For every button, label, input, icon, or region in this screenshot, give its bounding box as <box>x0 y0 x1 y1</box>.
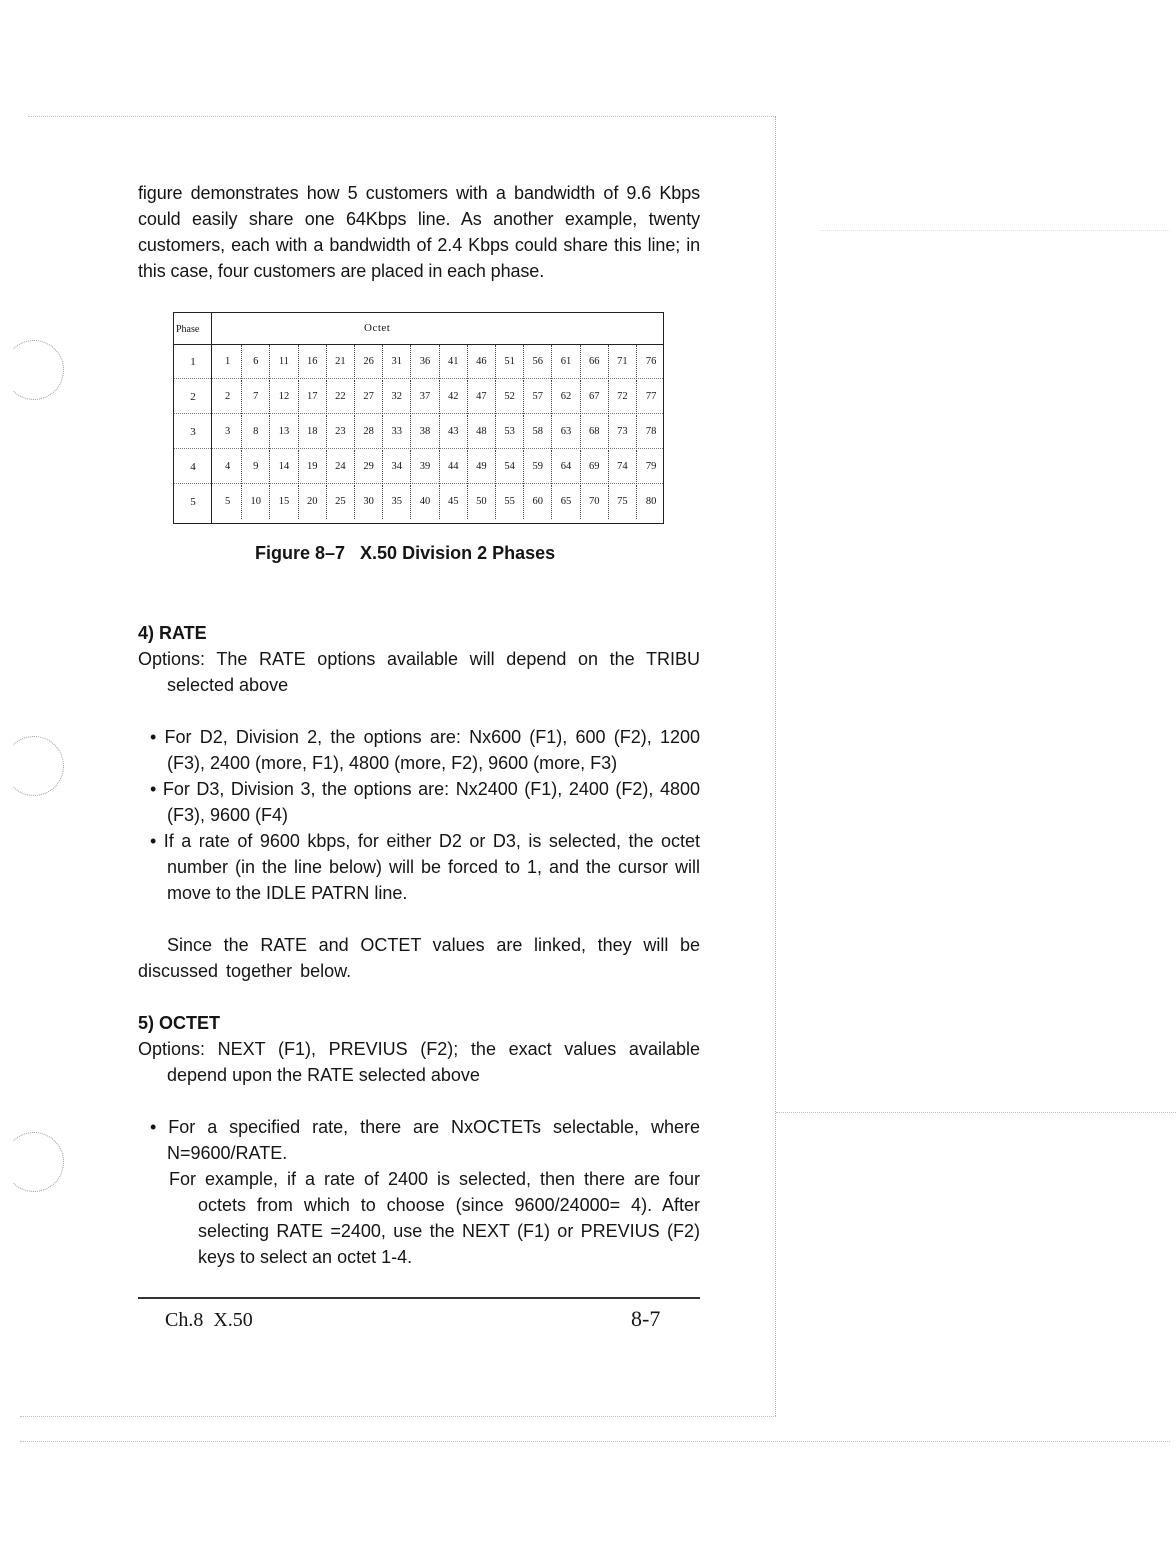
punch-hole-middle <box>4 736 64 796</box>
octet-cell: 1 <box>214 345 242 379</box>
table-header-row <box>174 313 663 345</box>
phase-cell: 4 <box>190 461 196 473</box>
octet-cell: 21 <box>327 345 355 379</box>
octet-cell: 30 <box>355 485 383 519</box>
octet-cell: 24 <box>327 450 355 484</box>
octet-cell: 15 <box>270 485 298 519</box>
scan-border-mid-right <box>776 1112 1176 1113</box>
rate-bullet-d2: • For D2, Division 2, the options are: Nx600 (F1), 600 (F2), 1200 (F3), 2400 (more, F1), 4800 (more, F2), 9600 (more, F3) <box>150 727 700 773</box>
octet-cell: 75 <box>609 485 637 519</box>
octet-cell: 49 <box>468 450 496 484</box>
phase-header: Phase <box>176 324 200 335</box>
octet-example: For example, if a rate of 2400 is selected, then there are four octets from which to choose (since 9600/24000= 4). After selecting RATE =2400, use the NEXT (F1) or PREVIUS (F2) keys to select an octet 1-4. <box>169 1169 700 1267</box>
table-row <box>174 345 663 379</box>
octet-section <box>138 1010 700 1270</box>
octet-cell: 36 <box>411 345 439 379</box>
octet-cell: 28 <box>355 415 383 449</box>
octet-cell: 39 <box>411 450 439 484</box>
octet-cell: 73 <box>609 415 637 449</box>
scan-border-right <box>775 116 776 1416</box>
octet-cell: 61 <box>552 345 580 379</box>
table-row <box>174 415 663 449</box>
footer-rule <box>138 1297 700 1299</box>
octet-cell: 72 <box>609 380 637 414</box>
octet-cell: 12 <box>270 380 298 414</box>
octet-cell: 43 <box>440 415 468 449</box>
phase-header-cell <box>174 313 212 344</box>
octet-cell: 47 <box>468 380 496 414</box>
octet-cell: 27 <box>355 380 383 414</box>
octet-cell: 69 <box>581 450 609 484</box>
octet-cell: 46 <box>468 345 496 379</box>
table-row <box>174 380 663 414</box>
octet-cell: 10 <box>242 485 270 519</box>
octet-cell: 29 <box>355 450 383 484</box>
octet-header: Octet <box>364 322 391 334</box>
rate-bullet-9600: • If a rate of 9600 kbps, for either D2 or D3, is selected, the octet number (in the line below) will be forced to 1, and the cursor will move to the IDLE PATRN line. <box>150 831 700 903</box>
footer-chapter: Ch.8 X.50 <box>165 1309 253 1331</box>
octet-cell: 51 <box>496 345 524 379</box>
octet-cell: 16 <box>299 345 327 379</box>
octet-cell: 18 <box>299 415 327 449</box>
scan-border-top <box>28 116 776 117</box>
figure-caption: Figure 8–7 X.50 Division 2 Phases <box>255 543 556 563</box>
octet-cell: 34 <box>383 450 411 484</box>
octet-cell: 37 <box>411 380 439 414</box>
octet-cell: 79 <box>645 461 657 472</box>
phase-cell: 3 <box>190 426 196 438</box>
phase-octet-table <box>173 312 664 524</box>
punch-hole-bottom <box>4 1132 64 1192</box>
octet-cell: 58 <box>524 415 552 449</box>
octet-cell: 9 <box>242 450 270 484</box>
octet-cell: 54 <box>496 450 524 484</box>
octet-cell: 68 <box>581 415 609 449</box>
octet-cell: 3 <box>214 415 242 449</box>
octet-bullet: • For a specified rate, there are NxOCTETs selectable, where N=9600/RATE. <box>150 1117 700 1163</box>
octet-cell: 80 <box>645 496 657 507</box>
scan-border-lower <box>20 1441 1170 1442</box>
octet-cell: 76 <box>645 356 657 367</box>
octet-cell: 57 <box>524 380 552 414</box>
rate-title: 4) RATE <box>138 623 207 643</box>
octet-cell: 35 <box>383 485 411 519</box>
octet-cell: 59 <box>524 450 552 484</box>
octet-cell: 25 <box>327 485 355 519</box>
rate-octet-note: Since the RATE and OCTET values are linked, they will be discussed together below. <box>138 935 700 981</box>
octet-cell: 2 <box>214 380 242 414</box>
octet-cell: 20 <box>299 485 327 519</box>
octet-cell: 78 <box>645 426 657 437</box>
octet-cell: 6 <box>242 345 270 379</box>
octet-cell: 48 <box>468 415 496 449</box>
octet-cell: 50 <box>468 485 496 519</box>
octet-cell: 65 <box>552 485 580 519</box>
octet-cell: 77 <box>645 391 657 402</box>
phase-cell: 5 <box>190 496 196 508</box>
rate-section <box>138 620 700 984</box>
octet-cell: 5 <box>214 485 242 519</box>
octet-cell: 32 <box>383 380 411 414</box>
octet-cell: 7 <box>242 380 270 414</box>
octet-cell: 67 <box>581 380 609 414</box>
octet-cell: 70 <box>581 485 609 519</box>
octet-cell: 66 <box>581 345 609 379</box>
phase-cell: 2 <box>190 391 196 403</box>
intro-block <box>138 180 700 284</box>
octet-cell: 11 <box>270 345 298 379</box>
octet-cell: 74 <box>609 450 637 484</box>
octet-cell: 14 <box>270 450 298 484</box>
intro-paragraph: figure demonstrates how 5 customers with a bandwidth of 9.6 Kbps could easily share one 64Kbps line. As another example, twenty customers, each with a bandwidth of 2.4 Kbps could share this line; in this case, four customers are placed in each phase. <box>138 183 700 281</box>
scan-border-bottom <box>20 1416 776 1417</box>
octet-cell: 64 <box>552 450 580 484</box>
octet-cell: 31 <box>383 345 411 379</box>
octet-cell: 55 <box>496 485 524 519</box>
octet-cell: 45 <box>440 485 468 519</box>
rate-bullet-d3: • For D3, Division 3, the options are: Nx2400 (F1), 2400 (F2), 4800 (F3), 9600 (F4) <box>150 779 700 825</box>
octet-cell: 53 <box>496 415 524 449</box>
octet-cell: 4 <box>214 450 242 484</box>
octet-cell: 44 <box>440 450 468 484</box>
scan-border-top-right <box>820 230 1170 231</box>
octet-cell: 71 <box>609 345 637 379</box>
octet-cell: 23 <box>327 415 355 449</box>
octet-cell: 52 <box>496 380 524 414</box>
octet-cell: 13 <box>270 415 298 449</box>
octet-cell: 40 <box>411 485 439 519</box>
octet-options: Options: NEXT (F1), PREVIUS (F2); the exact values available depend upon the RATE selected above <box>138 1039 700 1085</box>
octet-title: 5) OCTET <box>138 1013 221 1033</box>
octet-cell: 60 <box>524 485 552 519</box>
octet-cell: 63 <box>552 415 580 449</box>
octet-cell: 26 <box>355 345 383 379</box>
octet-cell: 19 <box>299 450 327 484</box>
table-row <box>174 485 663 519</box>
footer-page-number: 8-7 <box>631 1306 661 1331</box>
octet-cell: 62 <box>552 380 580 414</box>
octet-cell: 38 <box>411 415 439 449</box>
table-row <box>174 450 663 484</box>
octet-cell: 17 <box>299 380 327 414</box>
octet-cell: 42 <box>440 380 468 414</box>
octet-cell: 8 <box>242 415 270 449</box>
octet-cell: 33 <box>383 415 411 449</box>
octet-cell: 41 <box>440 345 468 379</box>
octet-cell: 56 <box>524 345 552 379</box>
punch-hole-top <box>4 340 64 400</box>
octet-cell: 22 <box>327 380 355 414</box>
phase-cell: 1 <box>190 356 196 368</box>
rate-options: Options: The RATE options available will depend on the TRIBU selected above <box>138 649 700 695</box>
